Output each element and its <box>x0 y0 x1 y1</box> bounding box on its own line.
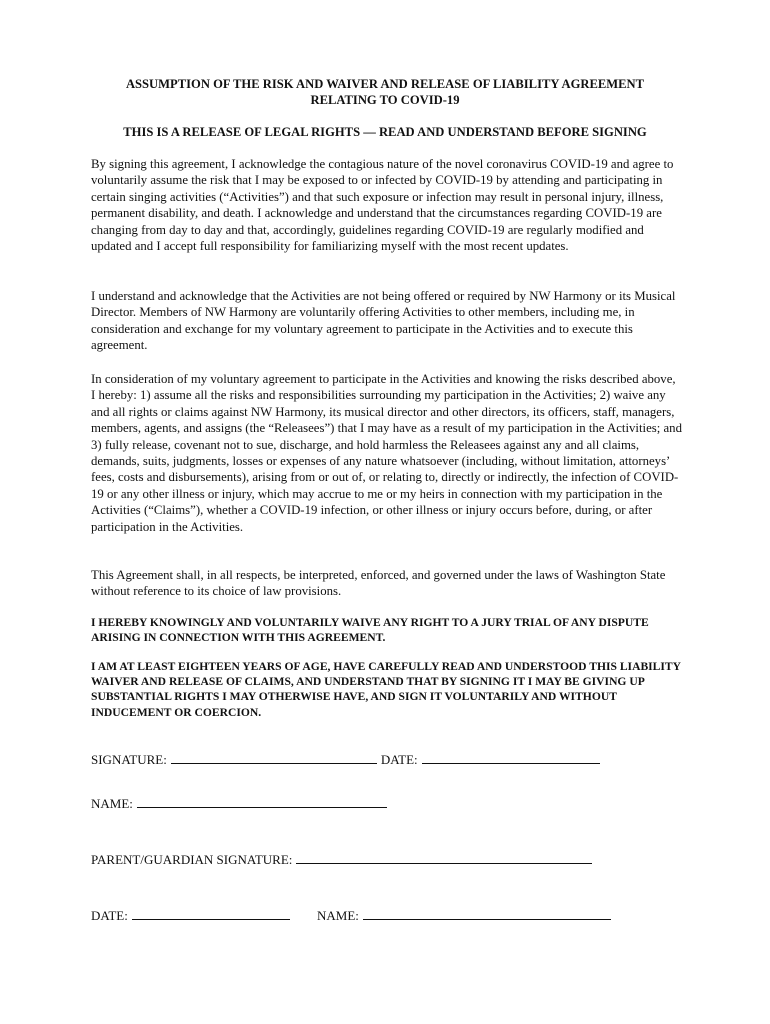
document-title-line-2: RELATING TO COVID-19 <box>310 93 460 107</box>
document-title <box>80 76 690 108</box>
parent-name-row <box>317 907 611 924</box>
parent-date-field[interactable] <box>132 907 290 920</box>
signature-field[interactable] <box>171 751 377 764</box>
name-field[interactable] <box>137 795 387 808</box>
parent-date-row <box>91 907 290 924</box>
name-label: NAME: <box>91 796 133 811</box>
parent-date-label: DATE: <box>91 908 128 923</box>
name-row <box>91 795 387 812</box>
parent-signature-row <box>91 851 592 868</box>
paragraph-voluntary-activities: I understand and acknowledge that the Activities are not being offered or required by NW Harmony or its Musical Director. Members of NW Harmony are voluntarily offering Activities to other members, including me, in consideration and exchange for my voluntary agreement to participate in the Activities and to execute this agreement. <box>91 289 676 353</box>
signature-row <box>91 751 600 768</box>
document-title-line-1: ASSUMPTION OF THE RISK AND WAIVER AND RELEASE OF LIABILITY AGREEMENT <box>125 77 645 91</box>
document-subtitle: THIS IS A RELEASE OF LEGAL RIGHTS — READ AND UNDERSTAND BEFORE SIGNING <box>123 125 647 139</box>
parent-name-label: NAME: <box>317 908 359 923</box>
parent-signature-label: PARENT/GUARDIAN SIGNATURE: <box>91 852 293 867</box>
date-field[interactable] <box>422 751 600 764</box>
parent-signature-field[interactable] <box>296 851 592 864</box>
paragraph-release-of-claims: In consideration of my voluntary agreement to participate in the Activities and knowing the risks described above, I hereby: 1) assume all the risks and responsibilities surrounding my participation in the Activities; 2) waive any and all rights or claims against NW Harmony, its musical director and other directors, its officers, staff, managers, members, agents, and assigns (the “Releasees”) that I may have as a result of my participation in the Activities; and 3) fully release, covenant not to sue, discharge, and hold harmless the Releasees against any and all claims, demands, suits, judgments, losses or expenses of any nature whatsoever (including, without limitation, attorneys’ fees, costs and disbursements), arising from or out of, or relating to, directly or indirectly, the infection of COVID-19 or any other illness or injury, which may accrue to me or my heirs in connection with my participation in the Activities (“Claims”), whether a COVID-19 infection, or other illness or injury occurs before, during, or after participation in the Activities. <box>91 372 682 534</box>
parent-name-field[interactable] <box>363 907 611 920</box>
signature-label: SIGNATURE: <box>91 752 167 767</box>
date-label: DATE: <box>380 752 418 767</box>
jury-waiver-statement: I HEREBY KNOWINGLY AND VOLUNTARILY WAIVE ANY RIGHT TO A JURY TRIAL OF ANY DISPUTE ARISING IN CONNECTION WITH THIS AGREEMENT. <box>91 616 649 645</box>
paragraph-assumption-of-risk: By signing this agreement, I acknowledge the contagious nature of the novel coronavirus COVID-19 and agree to voluntarily assume the risk that I may be exposed to or infected by COVID-19 by attending and participating in certain singing activities (“Activities”) and that such exposure or infection may result in personal injury, illness, permanent disability, and death. I acknowledge and understand that the circumstances regarding COVID-19 are changing from day to day and that, accordingly, guidelines regarding COVID-19 are regularly modified and updated and I accept full responsibility for familiarizing myself with the most recent updates. <box>91 157 674 254</box>
paragraph-governing-law: This Agreement shall, in all respects, be interpreted, enforced, and governed under the laws of Washington State without reference to its choice of law provisions. <box>91 568 666 599</box>
age-acknowledgment-statement: I AM AT LEAST EIGHTEEN YEARS OF AGE, HAVE CAREFULLY READ AND UNDERSTOOD THIS LIABILITY WAIVER AND RELEASE OF CLAIMS, AND UNDERSTAND THAT BY SIGNING IT I MAY BE GIVING UP SUBSTANTIAL RIGHTS I MAY OTHERWISE HAVE, AND SIGN IT VOLUNTARILY AND WITHOUT INDUCEMENT OR COERCION. <box>91 660 681 719</box>
